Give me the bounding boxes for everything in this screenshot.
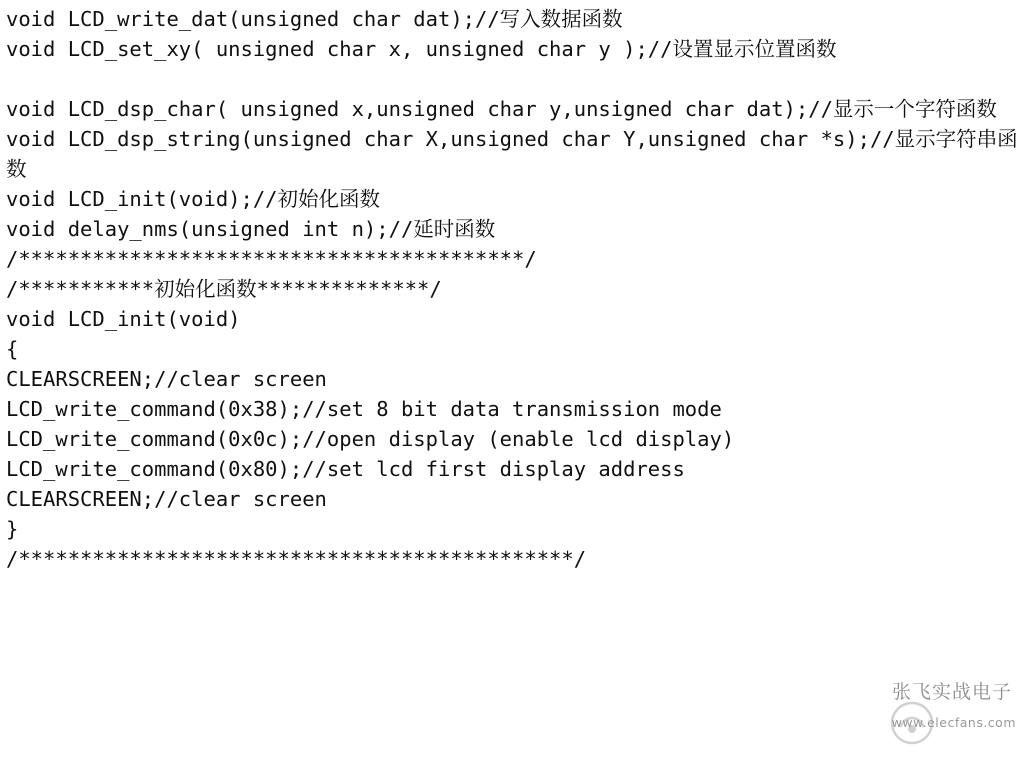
watermark-subtitle: www.elecfans.com: [891, 715, 1016, 730]
watermark-title: 张飞实战电子: [891, 681, 1012, 703]
code-line: void delay_nms(unsigned int n);//延时函数: [6, 217, 496, 241]
code-line: /*****************************************/: [6, 247, 537, 271]
code-line: void LCD_set_xy( unsigned char x, unsigned char y );//设置显示位置函数: [6, 37, 837, 61]
code-line: /***********初始化函数**************/: [6, 277, 442, 301]
code-line: void LCD_dsp_string(unsigned char X,unsigned char Y,unsigned char *s);//显示字符串函数: [6, 127, 1018, 181]
code-line: {: [6, 337, 19, 361]
code-line: LCD_write_command(0x80);//set lcd first display address: [6, 457, 685, 481]
code-line: LCD_write_command(0x38);//set 8 bit data transmission mode: [6, 397, 722, 421]
code-line: CLEARSCREEN;//clear screen: [6, 367, 327, 391]
code-line: LCD_write_command(0x0c);//open display (enable lcd display): [6, 427, 735, 451]
code-line: }: [6, 517, 19, 541]
code-line: void LCD_write_dat(unsigned char dat);//写入数据函数: [6, 7, 623, 31]
code-line: void LCD_init(void);//初始化函数: [6, 187, 381, 211]
code-line: /*********************************************/: [6, 547, 587, 571]
code-line-blank: [6, 64, 1020, 94]
code-line: CLEARSCREEN;//clear screen: [6, 487, 327, 511]
code-line: void LCD_init(void): [6, 307, 241, 331]
code-line: void LCD_dsp_char( unsigned x,unsigned char y,unsigned char dat);//显示一个字符函数: [6, 97, 997, 121]
